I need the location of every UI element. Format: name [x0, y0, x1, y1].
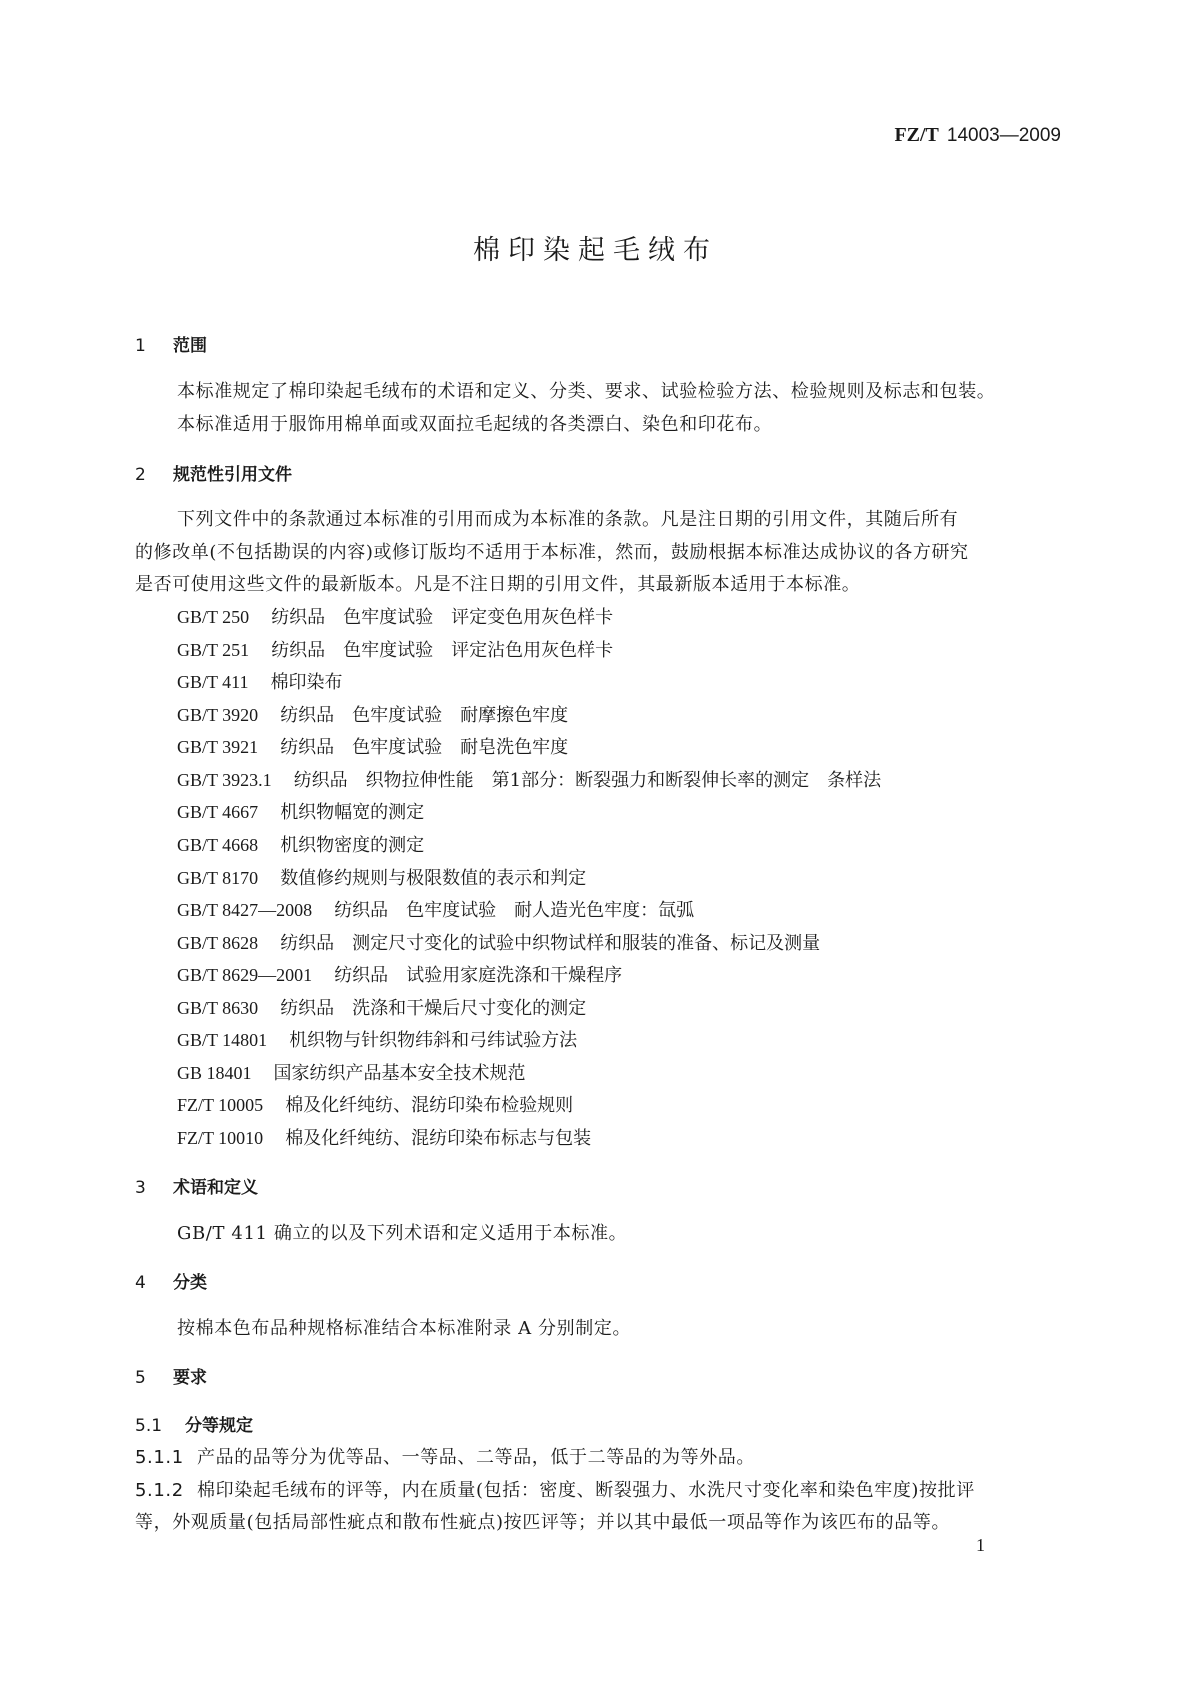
clause-5-1-2-line-1: 5.1.2 棉印染起毛绒布的评等，内在质量(包括：密度、断裂强力、水洗尺寸变化率和染色牢度)按批评: [135, 1480, 975, 1501]
section-5-1-heading: 5.1 分等规定: [135, 1416, 253, 1436]
reference-item: GB/T 3920 纺织品 色牢度试验 耐摩擦色牢度: [177, 705, 569, 726]
reference-item: GB/T 3923.1 纺织品 织物拉伸性能 第1部分：断裂强力和断裂伸长率的测定 条样法: [177, 770, 882, 791]
reference-item: GB/T 251 纺织品 色牢度试验 评定沾色用灰色样卡: [177, 640, 614, 661]
section-2-intro-line-3: 是否可使用这些文件的最新版本。凡是不注日期的引用文件，其最新版本适用于本标准。: [135, 574, 861, 595]
reference-item: GB/T 411 棉印染布: [177, 672, 343, 693]
clause-5-1-2-line-2: 等，外观质量(包括局部性疵点和散布性疵点)按匹评等；并以其中最低一项品等作为该匹布的品等。: [135, 1512, 951, 1533]
section-2-intro-line-1: 下列文件中的条款通过本标准的引用而成为本标准的条款。凡是注日期的引用文件，其随后所有: [177, 509, 959, 530]
section-2-heading: 2 规范性引用文件: [135, 465, 292, 485]
reference-item: GB/T 8628 纺织品 测定尺寸变化的试验中织物试样和服装的准备、标记及测量: [177, 933, 821, 954]
standard-number: 14003—2009: [946, 125, 1061, 146]
reference-item: GB 18401 国家纺织产品基本安全技术规范: [177, 1063, 526, 1084]
section-4-paragraph: 按棉本色布品种规格标准结合本标准附录 A 分别制定。: [177, 1318, 632, 1339]
reference-item: FZ/T 10010 棉及化纤纯纺、混纺印染布标志与包装: [177, 1128, 592, 1149]
clause-5-1-1: 5.1.1 产品的品等分为优等品、一等品、二等品，低于二等品的为等外品。: [135, 1447, 755, 1468]
section-3-heading: 3 术语和定义: [135, 1178, 258, 1198]
section-4-heading: 4 分类: [135, 1273, 207, 1293]
reference-item: GB/T 14801 机织物与针织物纬斜和弓纬试验方法: [177, 1030, 578, 1051]
section-1-paragraph-2: 本标准适用于服饰用棉单面或双面拉毛起绒的各类漂白、染色和印花布。: [177, 414, 773, 435]
reference-item: FZ/T 10005 棉及化纤纯纺、混纺印染布检验规则: [177, 1095, 574, 1116]
document-title: 棉印染起毛绒布: [473, 235, 718, 266]
section-2-intro-line-2: 的修改单(不包括勘误的内容)或修订版均不适用于本标准，然而，鼓励根据本标准达成协议的各方研究: [135, 542, 969, 563]
reference-item: GB/T 4667 机织物幅宽的测定: [177, 802, 425, 823]
reference-item: GB/T 8630 纺织品 洗涤和干燥后尺寸变化的测定: [177, 998, 587, 1019]
reference-item: GB/T 8427—2008 纺织品 色牢度试验 耐人造光色牢度：氙弧: [177, 900, 695, 921]
reference-item: GB/T 4668 机织物密度的测定: [177, 835, 425, 856]
standard-prefix: FZ/T: [894, 124, 939, 146]
section-5-heading: 5 要求: [135, 1368, 207, 1388]
standard-code: [0, 124, 1061, 147]
reference-item: GB/T 3921 纺织品 色牢度试验 耐皂洗色牢度: [177, 737, 569, 758]
reference-item: GB/T 8629—2001 纺织品 试验用家庭洗涤和干燥程序: [177, 965, 623, 986]
reference-item: GB/T 250 纺织品 色牢度试验 评定变色用灰色样卡: [177, 607, 614, 628]
section-1-heading: 1 范围: [135, 336, 207, 356]
section-3-paragraph: GB/T 411 确立的以及下列术语和定义适用于本标准。: [177, 1223, 628, 1244]
reference-item: GB/T 8170 数值修约规则与极限数值的表示和判定: [177, 868, 587, 889]
section-1-paragraph-1: 本标准规定了棉印染起毛绒布的术语和定义、分类、要求、试验检验方法、检验规则及标志和包装。: [177, 381, 996, 402]
page-number: 1: [976, 1535, 985, 1555]
